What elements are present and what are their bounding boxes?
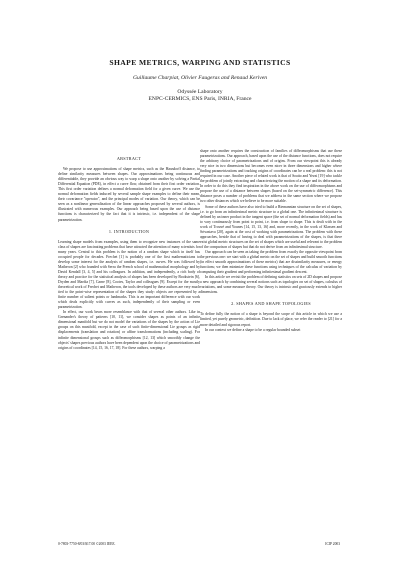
right-paragraph-4: In this article we revisit the problem of defining statistics on sets of 2D shapes and propose a new approach by combining several notions such as topologies on set of shapes, calculus of variations, and some measure theory. Our theory is intrinsic and graciously extends to higher dimensions. <box>200 275 342 295</box>
paper-title: SHAPE METRICS, WARPING AND STATISTICS <box>109 58 291 67</box>
intro-paragraph-2: In effect, our work bears more resemblance with that of several other authors. Like in Grenander's theory of patterns [10, 11], we consider shapes as points of an infinite dimensional manifold but we do not model the variations of the shapes by the action of Lie groups on this manifold, except in the case of such finite-dimensional Lie groups as rigid displacements (translation and rotation) or affine transformations (including scaling). For infinite dimensional groups such as diffeomorphisms [12, 13] which smoothly change the objects' shapes previous authors have been dependent upon the choice of parametrizations and origins of coordinates [14, 15, 16, 17, 18]. For these authors, warping a <box>58 310 200 350</box>
section-2-paragraph-2: In our context we define a shape to be a regular bounded subset <box>205 327 301 332</box>
abstract-heading: ABSTRACT <box>116 156 142 161</box>
right-column <box>200 149 342 333</box>
paper-authors: Guillaume Charpiat, Olivier Faugeras and Renaud Keriven <box>132 75 268 81</box>
footer-copyright: 0-7803-7750-8/03/$17.00 ©2003 IEEE. <box>58 542 116 546</box>
abstract-text: We propose to use approximations of shape metrics, such as the Hausdorff distance, to define similarity measures between shapes. Our approximations being continuous and differentiable, they provide an obvious way to warp a shape onto another by solving a Partial Differential Equation (PDE), in effect a curve flow, obtained from their first order variation. This first order variation defines a normal deformation field for a given curve. We use the normal deformation fields induced by several sample shape examples to define their mean, their covariance "operator", and the principal modes of variation. Our theory, which can be seen as a nonlinear generalization of the linear approaches proposed by several authors, is illustrated with numerous examples. Our approach being based upon the use of distance functions is characterized by the fact that it is intrinsic, i.e. independent of the shape parametrization. <box>58 167 200 222</box>
affiliation-lab: Odyssée Laboratory <box>177 89 223 95</box>
affiliation-institutions: ENPC-CERMICS, ENS Paris, INRIA, France <box>148 96 252 102</box>
section-1-heading: 1. INTRODUCTION <box>108 228 150 234</box>
right-paragraph-1: shape onto another requires the construction of families of diffeomorphisms that use these parametrizations. Our approach, based upon the use of the distance functions, does not require the arbitrary choice of parametrizations and of origins. From our viewpoint this is already very nice in two dimensions but becomes even nicer in three dimensions and higher where finding parametrizations and tracking origins of coordinates can be a real problem: this is not required in our case. Another piece of related work is that of Soatto and Yezzi [19] who tackle the problem of jointly extracting and characterizing the motion of a shape and its deformation. In order to do this they find inspiration in the above work on the use of diffeomorphisms and propose the use of a distance between shapes (based on the set-symmetric difference). This distance poses a number of problems that we address in the same section where we propose two other distances which we believe to be more suitable. <box>200 149 342 204</box>
left-column <box>58 152 200 351</box>
right-paragraph-2: Some of these authors have also tried to build a Riemannian structure on the set of shapes, i.e. to go from an infinitesimal metric structure to a global one. The infinitesimal structure is defined by an inner product in the tangent space (the set of normal deformation fields) and has to vary continuously from point to point, i.e. from shape to shape. This is dealt with in the work of Trouvé and Younes [14, 15, 13, 16] and, more recently, in the work of Klassen and Srivastava [20], again at the cost of working with parametrizations. The problem with these approaches, beside that of having to deal with parametrizations of the shapes, is that there exist global metric structures on the set of shapes which are useful and relevant to the problem of the comparison of shapes but that do not derive from an infinitesimal structure. <box>200 204 342 249</box>
section-2-heading: 2. SHAPES AND SHAPE TOPOLOGIES <box>231 301 311 307</box>
footer-conference: ICIP 2003 <box>325 542 340 546</box>
right-paragraph-3: Our approach can be seen as taking the problem from exactly the opposite viewpoint from the previous one: we start with a global metric on the set of shapes and build smooth functions (in effect smooth approximations of these metrics) that are dissimilarity measures, or energy functions; we then minimize these functions using techniques of the calculus of variation by computing their gradient and performing infinitesimal gradient descent. <box>200 249 342 275</box>
intro-paragraph-1: Learning shape models from examples, using them to recognize new instances of the same class of shapes are fascinating problems that have attracted the attention of many scientists for many years. Central to this problem is the notion of a random shape which in itself has occupied people for decades. Frechet [1] is probably one of the first mathematicians to develop some interest for the analysis of random shapes, i.e. curves. He was followed by Matheron [2] who founded with Serra the French school of mathematical morphology and by David Kendall [3, 4, 5] and his colleagues. In addition, and independently, a rich body of theory and practice for the statistical analysis of shapes has been developed by Bookstein [6], Dryden and Mardia [7], Carne [8], Cootes, Taylor and colleagues [9]. Except for the mostly theoretical work of Frechet and Matheron, the tools developed by these authors are very much tied to the point-wise representation of the shapes they study: objects are represented by a finite number of salient points or landmarks. This is an important difference with our work which deals explicitly with curves as such, independently of their sampling or even parametrization. <box>58 239 200 310</box>
section-2-paragraph-1: To define fully the notion of a shape is beyond the scope of this article in which we use a limited, yet purely geometric, definition. Due to lack of place, we refer the reader to [21] for a more detailed and rigorous report. <box>200 312 342 327</box>
